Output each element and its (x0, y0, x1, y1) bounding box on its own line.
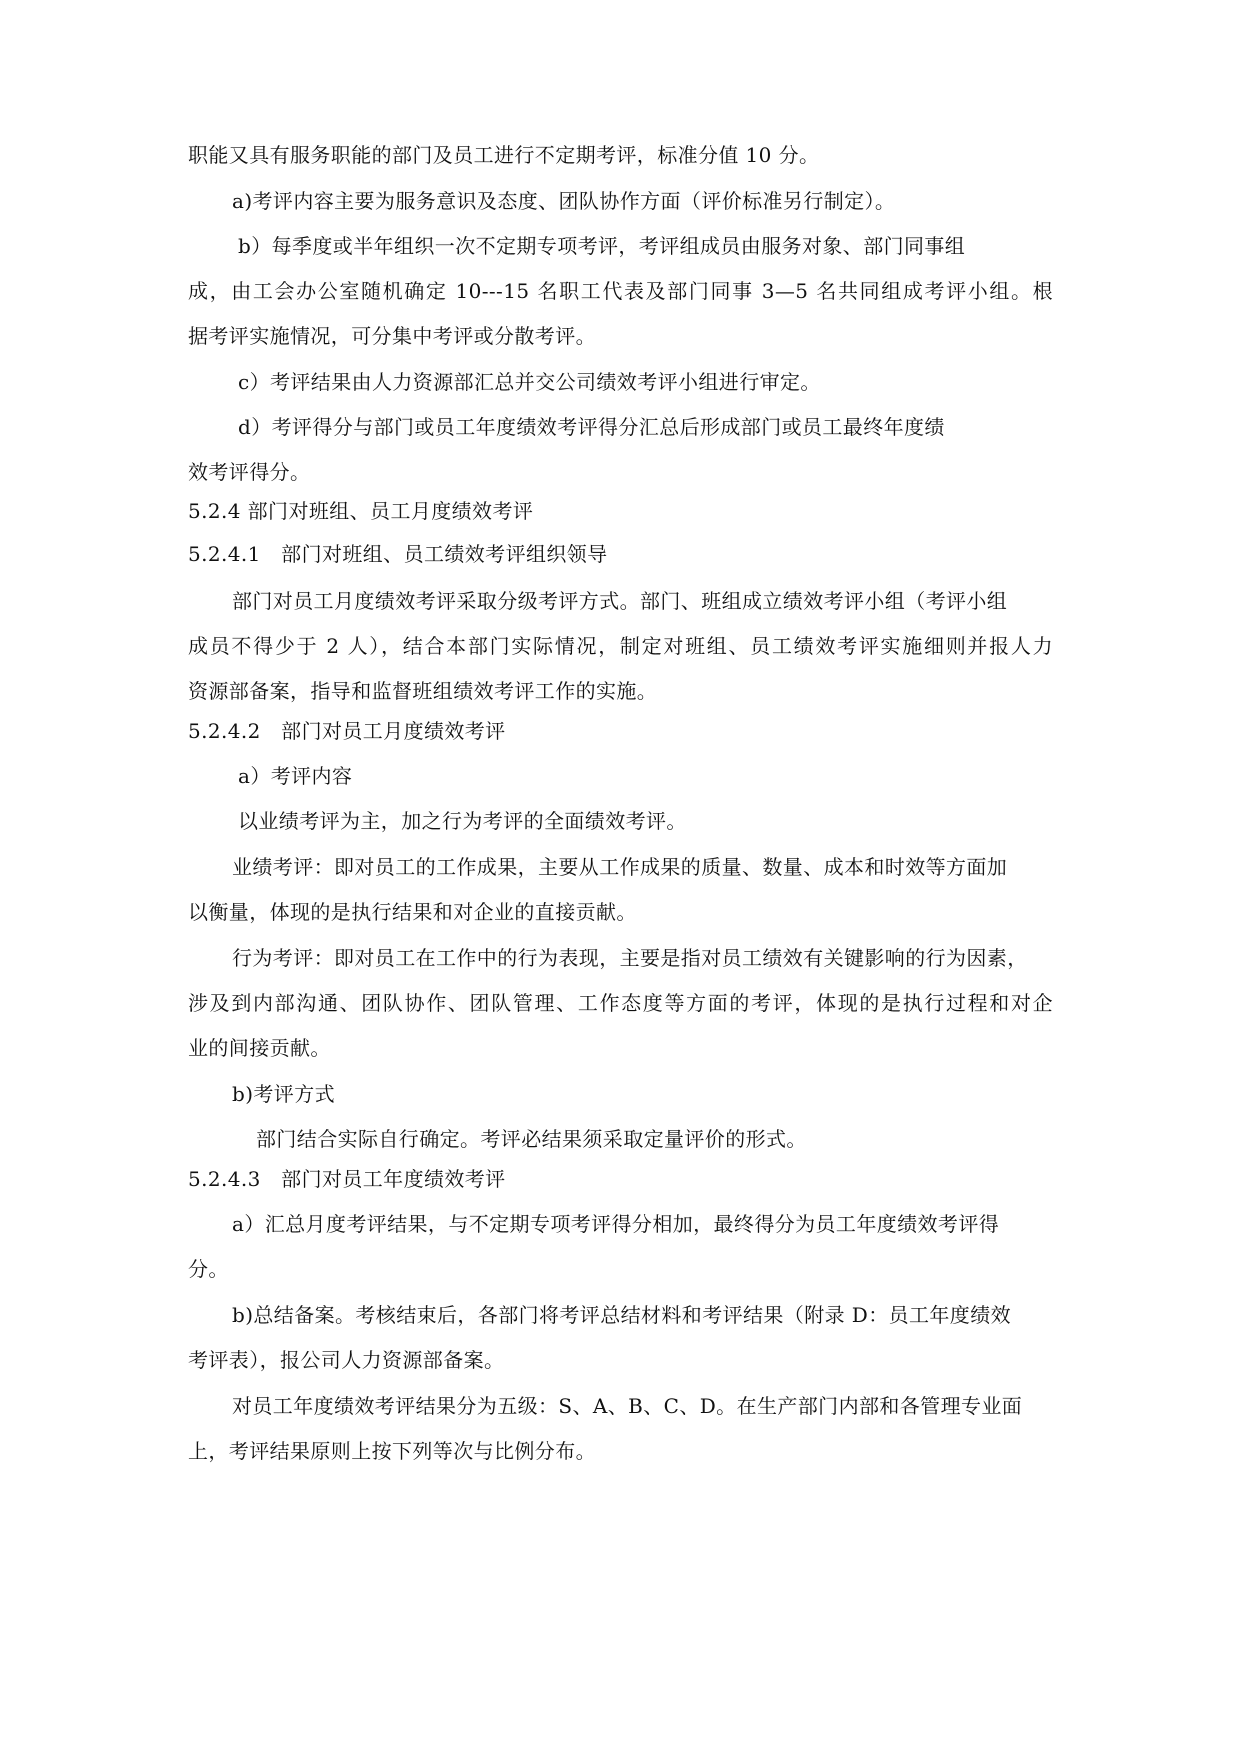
paragraph-line: 业绩考评：即对员工的工作成果，主要从工作成果的质量、数量、成本和时效等方面加 (232, 855, 1008, 879)
section-heading: 5.2.4 部门对班组、员工月度绩效考评 (188, 499, 534, 523)
subsection-heading: 5.2.4.2 部门对员工月度绩效考评 (188, 719, 506, 743)
paragraph-line: 效考评得分。 (188, 460, 311, 484)
paragraph-line: 据考评实施情况，可分集中考评或分散考评。 (188, 324, 596, 348)
paragraph-line: 部门结合实际自行确定。考评必结果须采取定量评价的形式。 (256, 1127, 807, 1151)
paragraph-line: 以衡量，体现的是执行结果和对企业的直接贡献。 (188, 900, 637, 924)
paragraph-line: 考评表），报公司人力资源部备案。 (188, 1348, 505, 1372)
paragraph-line: 对员工年度绩效考评结果分为五级：S、A、B、C、D。在生产部门内部和各管理专业面 (232, 1394, 1023, 1418)
paragraph-line: 资源部备案，指导和监督班组绩效考评工作的实施。 (188, 679, 658, 703)
paragraph-line: d）考评得分与部门或员工年度绩效考评得分汇总后形成部门或员工最终年度绩 (238, 415, 945, 439)
paragraph-line: 业的间接贡献。 (188, 1036, 331, 1060)
paragraph-line: a)考评内容主要为服务意识及态度、团队协作方面（评价标准另行制定）。 (232, 189, 896, 213)
subsection-heading: 5.2.4.1 部门对班组、员工绩效考评组织领导 (188, 542, 608, 566)
paragraph-line: c）考评结果由人力资源部汇总并交公司绩效考评小组进行审定。 (238, 370, 821, 394)
paragraph-line: 涉及到内部沟通、团队协作、团队管理、工作态度等方面的考评，体现的是执行过程和对企 (188, 991, 1053, 1015)
paragraph-line: a）汇总月度考评结果，与不定期专项考评得分相加，最终得分为员工年度绩效考评得 (232, 1212, 1000, 1236)
list-item: a）考评内容 (238, 764, 353, 788)
paragraph-line: b)总结备案。考核结束后，各部门将考评总结材料和考评结果（附录 D：员工年度绩效 (232, 1303, 1011, 1327)
paragraph-line: 职能又具有服务职能的部门及员工进行不定期考评，标准分值 10 分。 (188, 143, 820, 167)
paragraph-line: 成，由工会办公室随机确定 10---15 名职工代表及部门同事 3—5 名共同组成考评小组。根 (188, 279, 1053, 303)
paragraph-line: 成员不得少于 2 人），结合本部门实际情况，制定对班组、员工绩效考评实施细则并报人力 (188, 634, 1053, 658)
paragraph-line: 上，考评结果原则上按下列等次与比例分布。 (188, 1439, 596, 1463)
paragraph-line: 行为考评：即对员工在工作中的行为表现，主要是指对员工绩效有关键影响的行为因素， (232, 946, 1028, 970)
paragraph-line: 以业绩考评为主，加之行为考评的全面绩效考评。 (238, 809, 687, 833)
subsection-heading: 5.2.4.3 部门对员工年度绩效考评 (188, 1167, 506, 1191)
list-item: b)考评方式 (232, 1082, 336, 1106)
paragraph-line: 分。 (188, 1257, 229, 1281)
paragraph-line: b）每季度或半年组织一次不定期专项考评，考评组成员由服务对象、部门同事组 (238, 234, 966, 258)
paragraph-line: 部门对员工月度绩效考评采取分级考评方式。部门、班组成立绩效考评小组（考评小组 (232, 589, 1008, 613)
